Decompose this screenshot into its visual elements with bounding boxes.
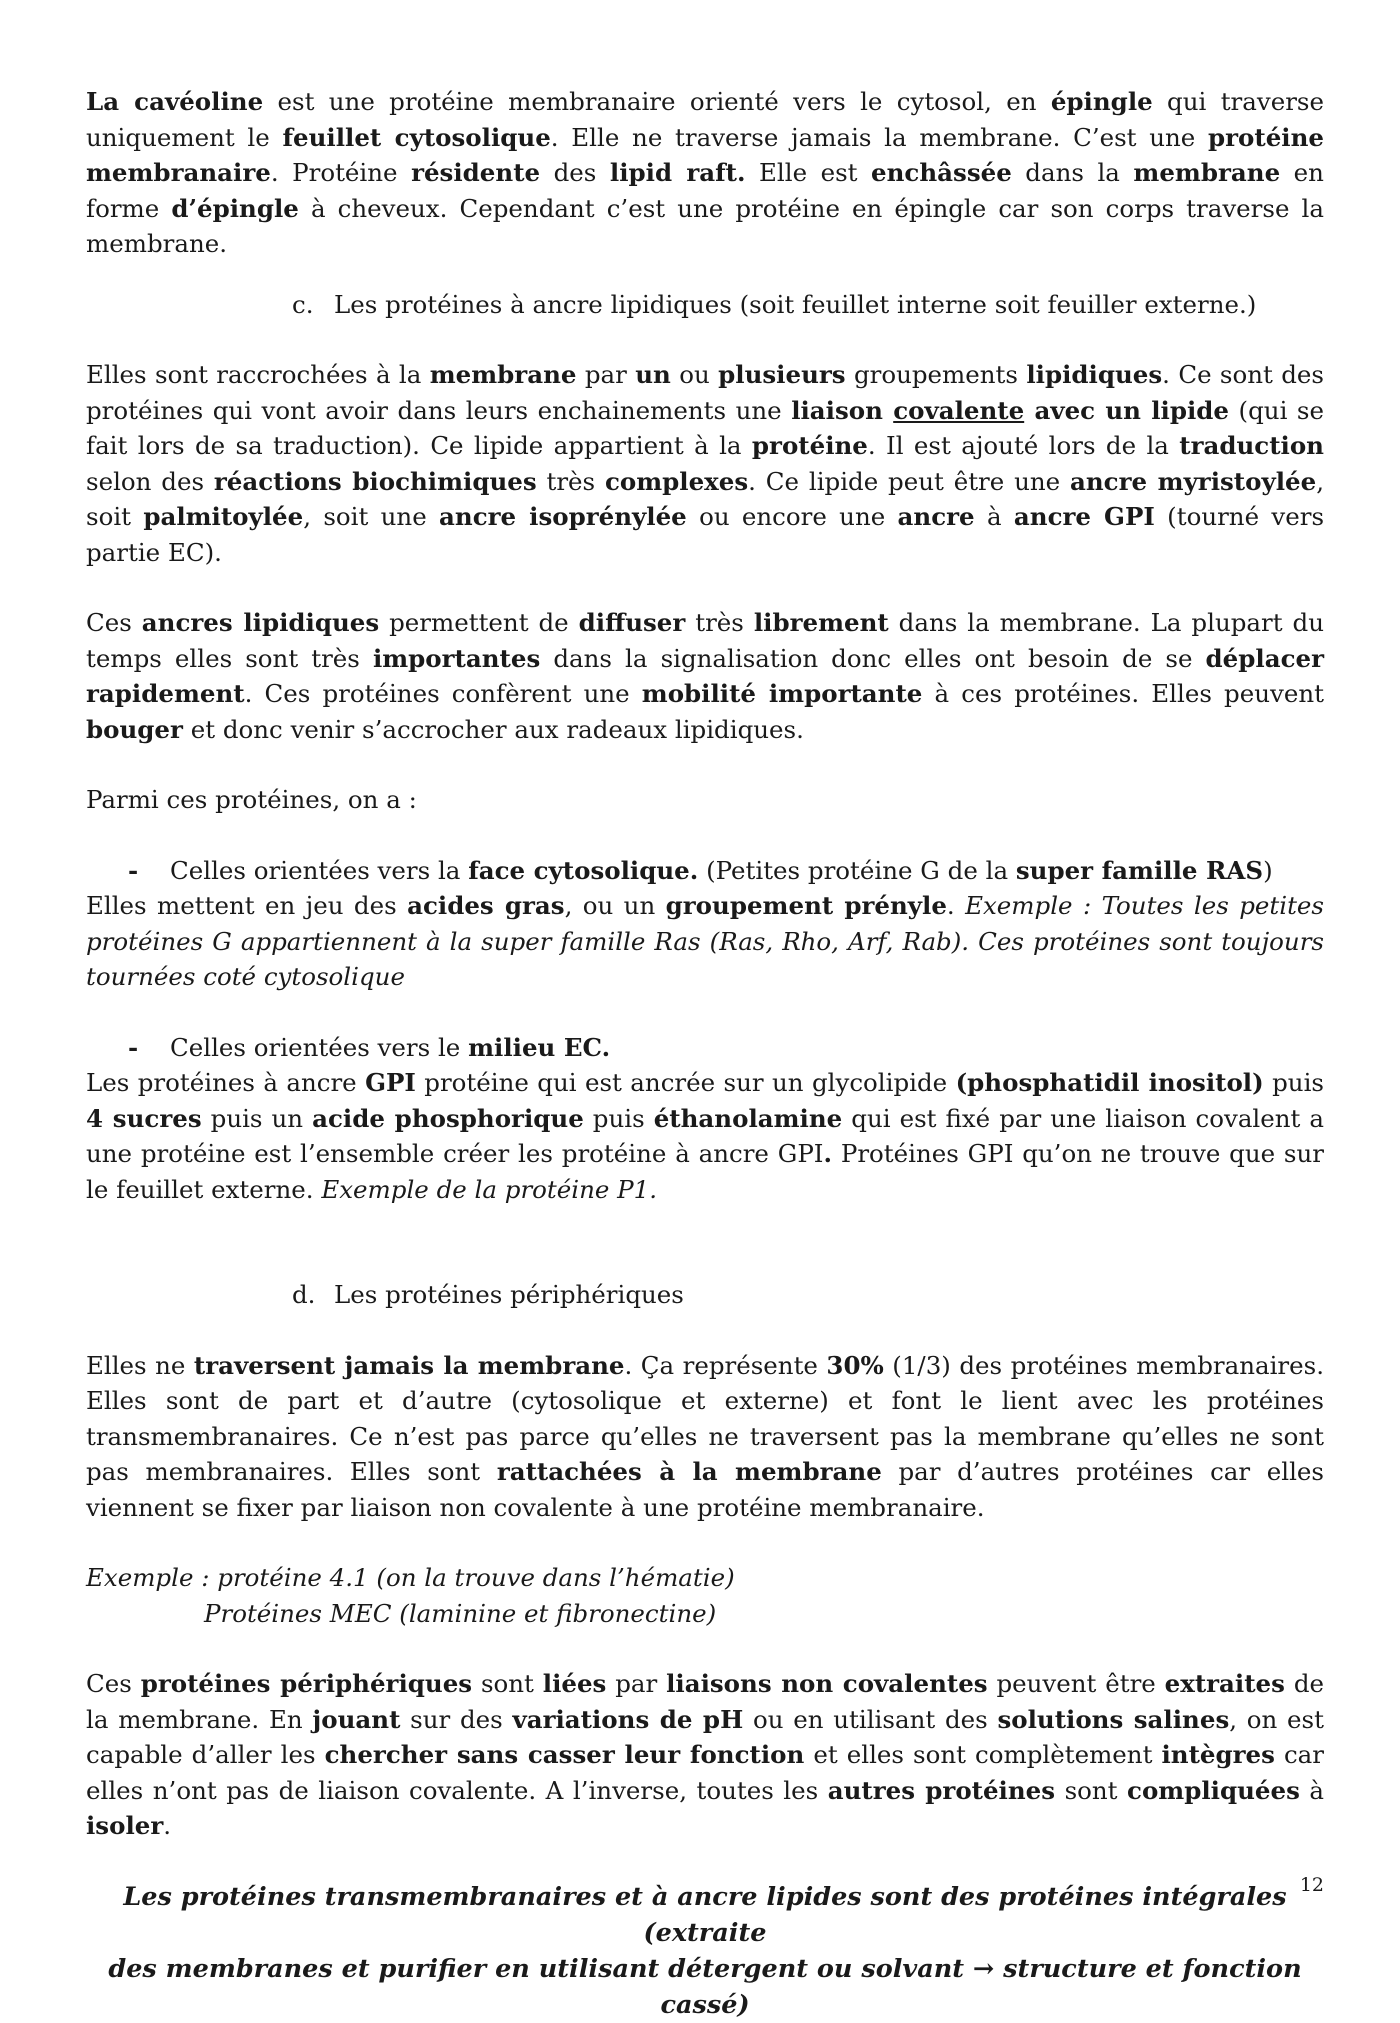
text-run: (Petites protéine G de la xyxy=(698,855,1016,885)
text-run: Celles orientées vers le xyxy=(170,1032,469,1062)
text-run: Celles orientées vers la xyxy=(170,855,469,885)
text-run: qui est fixé par une liaison covalent a une protéine est l’ensemble créer les protéine à ancre GPI xyxy=(86,1103,1325,1168)
paragraph-ancre-lipidique-2 xyxy=(86,605,1324,747)
text-run: protéines périphériques xyxy=(140,1669,473,1698)
text-run: . Il est ajouté lors de la xyxy=(867,431,1180,460)
text-run: (phosphatidil inositol) xyxy=(955,1068,1264,1097)
text-run: Ces xyxy=(86,608,142,637)
text-run: jouant xyxy=(312,1704,401,1734)
text-run: Exemple : Toutes les petites protéines G appartiennent à la super famille Ras (Ras, Rho, Arf, Rab). Ces protéines sont toujours tournées coté cytosolique xyxy=(86,891,1324,991)
text-run: . Protéine xyxy=(270,158,412,187)
text-run: solutions salines xyxy=(997,1704,1230,1734)
text-run: . Ça représente xyxy=(624,1350,827,1380)
text-run: puis un xyxy=(201,1103,313,1133)
text-run: par xyxy=(606,1669,667,1698)
text-run: , soit xyxy=(86,466,1324,531)
text-run: lipid raft. xyxy=(609,158,746,187)
paragraph-cytosolique xyxy=(86,888,1324,995)
text-run: covalente xyxy=(893,395,1025,425)
text-run: . xyxy=(946,891,966,920)
text-run: 4 sucres xyxy=(86,1103,202,1133)
text-run: Elles sont raccrochées à la xyxy=(86,360,430,389)
text-run: intègres xyxy=(1161,1740,1275,1769)
text-run: rattachées à la membrane xyxy=(496,1457,882,1486)
text-run: réactions biochimiques xyxy=(213,466,537,496)
section-heading-d xyxy=(86,1277,1324,1313)
text-run: traversent jamais la membrane xyxy=(193,1350,625,1380)
text-run: groupements xyxy=(845,360,1027,389)
text-run: . xyxy=(823,1139,833,1168)
text-run: isoler xyxy=(86,1811,164,1840)
text-run: ancre GPI xyxy=(1013,502,1155,531)
text-run: compliquées xyxy=(1127,1775,1300,1805)
section-heading-c xyxy=(86,287,1324,323)
example-line-1: Exemple : protéine 4.1 (on la trouve dans l’hématie) xyxy=(86,1563,735,1592)
text-run: enchâssée xyxy=(871,158,1012,187)
text-run: diffuser xyxy=(578,608,686,637)
text-run: de la membrane. En xyxy=(86,1669,1324,1734)
text-run: lipidiques xyxy=(1026,360,1163,389)
paragraph-ancre-lipidique-1 xyxy=(86,357,1324,570)
text-run: protéine qui est ancrée sur un glycolipide xyxy=(415,1068,956,1097)
text-run: sont xyxy=(472,1669,543,1698)
text-run: plusieurs xyxy=(718,360,846,389)
text-run: à ces protéines. Elles peuvent xyxy=(922,679,1324,708)
text-run: La cavéoline xyxy=(86,87,264,116)
text-run: ou xyxy=(670,360,719,389)
text-run: . Elle ne traverse jamais la membrane. C’est une xyxy=(550,122,1208,152)
text-run: d’épingle xyxy=(171,193,299,223)
text-run: des xyxy=(540,158,610,187)
text-run: complexes xyxy=(604,466,749,496)
text-run: acide phosphorique xyxy=(312,1103,584,1133)
text-run: épingle xyxy=(1050,87,1153,116)
text-run: qui traverse uniquement le xyxy=(86,87,1324,152)
text-run: peuvent être xyxy=(987,1669,1165,1698)
heading-d-text: Les protéines périphériques xyxy=(334,1280,684,1309)
text-run: très xyxy=(536,466,605,496)
text-run: puis xyxy=(1263,1068,1324,1097)
text-run: Protéines GPI qu’on ne trouve que sur le feuillet externe. xyxy=(86,1139,1324,1204)
paragraph-gpi xyxy=(86,1065,1324,1207)
text-run: librement xyxy=(753,608,889,637)
bullet-cytosolique xyxy=(86,853,1324,889)
text-run: variations de pH xyxy=(512,1704,744,1734)
heading-d-number: d. xyxy=(292,1280,316,1309)
text-run: ou en utilisant des xyxy=(743,1704,998,1734)
text-run: (tourné vers partie EC). xyxy=(86,502,1325,567)
paragraph-parmi xyxy=(86,782,1324,818)
text-run: milieu EC. xyxy=(468,1032,611,1062)
text-run: membrane xyxy=(1133,158,1281,187)
text-run: , soit une xyxy=(303,502,440,531)
text-run: ancres lipidiques xyxy=(141,608,380,637)
text-run: sur des xyxy=(400,1704,513,1734)
text-run: permettent de xyxy=(379,608,579,637)
conclusion-line-2: des membranes et purifier en utilisant détergent ou solvant → structure et fonction cassé) xyxy=(108,1953,1302,2020)
bullet-dash: - xyxy=(128,855,139,885)
text-run: selon des xyxy=(86,466,214,496)
text-run: par xyxy=(576,360,636,389)
text-run: super famille RAS xyxy=(1015,855,1264,885)
text-run: (qui se fait lors de sa traduction). Ce lipide appartient à la xyxy=(86,395,1324,460)
text-run: Les protéines à ancre xyxy=(86,1068,366,1097)
text-run: et elles sont complètement xyxy=(804,1740,1162,1769)
text-run: Elles ne xyxy=(86,1350,194,1380)
text-run: résidente xyxy=(411,158,541,187)
paragraph-peripheriques-1 xyxy=(86,1348,1324,1526)
text-run: protéine xyxy=(751,431,868,460)
bullet-dash: - xyxy=(128,1032,139,1062)
text-run: à cheveux. Cependant c’est une protéine en épingle car son corps traverse la membrane. xyxy=(86,193,1324,258)
text-run: Elles mettent en jeu des xyxy=(86,891,408,920)
text-run: éthanolamine xyxy=(653,1103,843,1133)
bullet-milieu-ec-text xyxy=(170,1033,610,1062)
text-run: palmitoylée xyxy=(143,502,304,531)
conclusion-statement xyxy=(86,1879,1324,2023)
example-line-2: Protéines MEC (laminine et fibronectine) xyxy=(204,1598,717,1628)
paragraph-peripheriques-2 xyxy=(86,1666,1324,1844)
text-run: puis xyxy=(583,1103,654,1133)
text-run: ancre myristoylée xyxy=(1069,466,1317,496)
text-run: ancre xyxy=(897,502,975,531)
text-run: en forme xyxy=(86,158,1324,223)
text-run: est une protéine membranaire orienté vers le cytosol, en xyxy=(263,87,1051,116)
text-run: Ces xyxy=(86,1669,141,1698)
bullet-milieu-ec xyxy=(86,1030,1324,1066)
text-run: autres protéines xyxy=(827,1775,1056,1805)
document-page xyxy=(86,84,1324,2023)
text-run: ) xyxy=(1263,855,1273,885)
text-run: Elle est xyxy=(745,158,872,187)
text-run: liaison xyxy=(791,395,894,425)
text-run: groupement prényle xyxy=(665,891,947,920)
text-run: protéine membranaire xyxy=(86,122,1324,187)
text-run: membrane xyxy=(429,360,577,389)
text-run: , ou un xyxy=(564,891,666,920)
text-run: et donc venir s’accrocher aux radeaux lipidiques. xyxy=(182,714,804,744)
text-run: très xyxy=(685,608,754,637)
text-run: , on est capable d’aller les xyxy=(86,1704,1324,1769)
text-run: . Ce lipide peut être une xyxy=(748,466,1070,496)
text-run: à xyxy=(974,502,1014,531)
text-run: avec un lipide xyxy=(1024,395,1230,425)
text-run: ou encore une xyxy=(686,502,898,531)
text-run: ancre isoprénylée xyxy=(439,502,687,531)
text-run: . Ces protéines confèrent une xyxy=(244,679,642,708)
text-run: par d’autres protéines car elles viennent se fixer par liaison non covalente à une protéine membranaire. xyxy=(86,1457,1324,1522)
text-run: GPI xyxy=(365,1068,416,1097)
heading-c-number: c. xyxy=(292,289,314,319)
text-run: dans la xyxy=(1011,158,1134,187)
text-run: feuillet cytosolique xyxy=(282,122,551,152)
text-run: . xyxy=(163,1811,172,1840)
text-run: sont xyxy=(1055,1775,1128,1805)
text-run: acides gras xyxy=(407,891,565,920)
text-run: Exemple de la protéine P1. xyxy=(321,1174,658,1204)
text-run: dans la signalisation donc elles ont besoin de se xyxy=(540,643,1206,673)
text-run: mobilité importante xyxy=(641,679,923,708)
paragraph-caveoline xyxy=(86,84,1324,262)
text-run: dans la membrane. La plupart du temps elles sont très xyxy=(86,608,1324,673)
text-run: . Ce sont des protéines qui vont avoir dans leurs enchainements une xyxy=(86,360,1324,425)
text-run: Parmi ces protéines, on a : xyxy=(86,785,417,814)
bullet-cytosolique-text xyxy=(170,856,1273,885)
text-run: chercher sans casser leur fonction xyxy=(324,1740,805,1769)
conclusion-line-1: Les protéines transmembranaires et à ancre lipides sont des protéines intégrales (extraite xyxy=(123,1881,1287,1948)
text-run: un xyxy=(635,360,671,389)
text-run: déplacer rapidement xyxy=(86,643,1324,708)
text-run: liées xyxy=(542,1669,607,1698)
text-run: à xyxy=(1299,1775,1324,1805)
text-run: traduction xyxy=(1179,431,1324,460)
text-run: extraites xyxy=(1164,1669,1285,1698)
heading-c-text: Les protéines à ancre lipidiques (soit feuillet interne soit feuiller externe.) xyxy=(334,289,1257,319)
text-run: face cytosolique. xyxy=(468,855,699,885)
text-run: (1/3) des protéines membranaires. Elles sont de part et d’autre (cytosolique et externe) et font le lient avec les protéines transmembranaires. Ce n’est pas parce qu’elles ne traversent pas la membrane qu’elles ne sont pas membranaires. Elles sont xyxy=(86,1350,1324,1486)
text-run: 30% xyxy=(826,1350,884,1380)
text-run: importantes xyxy=(372,643,541,673)
text-run: bouger xyxy=(86,714,183,744)
text-run: liaisons non covalentes xyxy=(666,1669,988,1698)
text-run: car elles n’ont pas de liaison covalente. A l’inverse, toutes les xyxy=(86,1740,1324,1805)
page-number: 12 xyxy=(1299,1874,1324,1896)
